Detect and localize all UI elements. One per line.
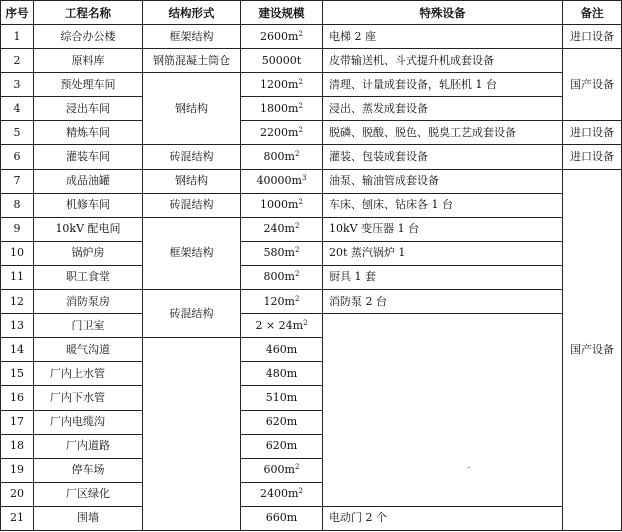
structure-type: 框架结构 bbox=[143, 25, 241, 49]
table-row bbox=[1, 241, 622, 265]
build-scale: $1200m^2$ bbox=[241, 73, 323, 97]
special-equipment: 20t 蒸汽锅炉 1 bbox=[323, 241, 563, 265]
structure-type: 钢结构 bbox=[143, 169, 241, 193]
build-scale: $580m^2$ bbox=[241, 241, 323, 265]
special-equipment: 灌装、包装成套设备 bbox=[323, 145, 563, 169]
project-name: 预处理车间 bbox=[34, 73, 143, 97]
build-scale: 50000t bbox=[241, 49, 323, 73]
header-cell: 序号 bbox=[1, 1, 34, 25]
header-cell: 建设规模 bbox=[241, 1, 323, 25]
build-scale: 660m bbox=[241, 506, 323, 530]
project-name: 10kV 配电间 bbox=[34, 217, 143, 241]
project-name: 厂内电缆沟 bbox=[34, 410, 143, 434]
project-name: 厂区绿化 bbox=[34, 482, 143, 506]
build-scale: 620m bbox=[241, 410, 323, 434]
row-number: 16 bbox=[1, 386, 34, 410]
header-cell: 结构形式 bbox=[143, 1, 241, 25]
header-cell: 工程名称 bbox=[34, 1, 143, 25]
table-row bbox=[1, 506, 622, 530]
project-name: 门卫室 bbox=[34, 314, 143, 338]
project-name: 浸出车间 bbox=[34, 97, 143, 121]
special-equipment: 皮带输送机、斗式提升机成套设备 bbox=[323, 49, 563, 73]
project-name: 厂内道路 bbox=[34, 434, 143, 458]
special-equipment: 浸出、蒸发成套设备 bbox=[323, 97, 563, 121]
project-name: 原料库 bbox=[34, 49, 143, 73]
build-scale: $1800m^2$ bbox=[241, 97, 323, 121]
project-name: 消防泵房 bbox=[34, 290, 143, 314]
row-number: 14 bbox=[1, 338, 34, 362]
table-row bbox=[1, 121, 622, 145]
row-number: 7 bbox=[1, 169, 34, 193]
special-equipment: 厨具 1 套 bbox=[323, 265, 563, 289]
row-number: 21 bbox=[1, 506, 34, 530]
project-name: 停车场 bbox=[34, 458, 143, 482]
project-name: 暖气沟道 bbox=[34, 338, 143, 362]
special-equipment: 清理、计量成套设备，轧胚机 1 台 bbox=[323, 73, 563, 97]
build-scale: $240m^2$ bbox=[241, 217, 323, 241]
row-number: 15 bbox=[1, 362, 34, 386]
project-name: 厂内上水管 bbox=[34, 362, 143, 386]
remark: 国产设备 bbox=[563, 49, 622, 121]
row-number: 8 bbox=[1, 193, 34, 217]
build-scale: $120m^2$ bbox=[241, 290, 323, 314]
special-equipment bbox=[323, 314, 563, 507]
speck-mark bbox=[468, 467, 470, 468]
project-name: 厂内下水管 bbox=[34, 386, 143, 410]
table-row bbox=[1, 49, 622, 73]
structure-type: 钢结构 bbox=[143, 73, 241, 145]
table-row bbox=[1, 314, 622, 338]
structure-type: 钢筋混凝土筒仓 bbox=[143, 49, 241, 73]
remark: 国产设备 bbox=[563, 169, 622, 530]
special-equipment: 电动门 2 个 bbox=[323, 506, 563, 530]
special-equipment: 车床、刨床、钻床各 1 台 bbox=[323, 193, 563, 217]
special-equipment: 10kV 变压器 1 台 bbox=[323, 217, 563, 241]
special-equipment: 油泵、输油管成套设备 bbox=[323, 169, 563, 193]
project-name: 综合办公楼 bbox=[34, 25, 143, 49]
table-row bbox=[1, 25, 622, 49]
row-number: 4 bbox=[1, 97, 34, 121]
remark: 进口设备 bbox=[563, 145, 622, 169]
project-name: 机修车间 bbox=[34, 193, 143, 217]
table-row bbox=[1, 265, 622, 289]
project-name: 围墙 bbox=[34, 506, 143, 530]
header-row bbox=[1, 1, 622, 25]
row-number: 6 bbox=[1, 145, 34, 169]
project-name: 职工食堂 bbox=[34, 265, 143, 289]
row-number: 13 bbox=[1, 314, 34, 338]
structure-type: 砖混结构 bbox=[143, 145, 241, 169]
build-scale: $800m^2$ bbox=[241, 265, 323, 289]
table-row bbox=[1, 145, 622, 169]
special-equipment: 脱磷、脱酸、脱色、脱臭工艺成套设备 bbox=[323, 121, 563, 145]
table-row bbox=[1, 217, 622, 241]
build-scale: 480m bbox=[241, 362, 323, 386]
row-number: 9 bbox=[1, 217, 34, 241]
header-cell: 特殊设备 bbox=[323, 1, 563, 25]
build-scale: $2600m^2$ bbox=[241, 25, 323, 49]
row-number: 12 bbox=[1, 290, 34, 314]
row-number: 17 bbox=[1, 410, 34, 434]
build-scale: $600m^2$ bbox=[241, 458, 323, 482]
row-number: 20 bbox=[1, 482, 34, 506]
row-number: 19 bbox=[1, 458, 34, 482]
build-scale: $40000m^3$ bbox=[241, 169, 323, 193]
structure-type-empty bbox=[143, 338, 241, 531]
row-number: 10 bbox=[1, 241, 34, 265]
build-scale: $2 \times 24m^2$ bbox=[241, 314, 323, 338]
table-row bbox=[1, 193, 622, 217]
build-scale: 460m bbox=[241, 338, 323, 362]
remark: 进口设备 bbox=[563, 25, 622, 49]
table-row bbox=[1, 97, 622, 121]
project-name: 锅炉房 bbox=[34, 241, 143, 265]
row-number: 2 bbox=[1, 49, 34, 73]
build-scale: $2400m^2$ bbox=[241, 482, 323, 506]
row-number: 11 bbox=[1, 265, 34, 289]
structure-type: 框架结构 bbox=[143, 217, 241, 289]
project-name: 成品油罐 bbox=[34, 169, 143, 193]
build-scale: $800m^2$ bbox=[241, 145, 323, 169]
remark: 进口设备 bbox=[563, 121, 622, 145]
row-number: 1 bbox=[1, 25, 34, 49]
table-row bbox=[1, 73, 622, 97]
build-scale: $2200m^2$ bbox=[241, 121, 323, 145]
row-number: 18 bbox=[1, 434, 34, 458]
special-equipment: 电梯 2 座 bbox=[323, 25, 563, 49]
build-scale: 510m bbox=[241, 386, 323, 410]
special-equipment: 消防泵 2 台 bbox=[323, 290, 563, 314]
table-row bbox=[1, 290, 622, 314]
project-name: 灌装车间 bbox=[34, 145, 143, 169]
table-row bbox=[1, 169, 622, 193]
project-name: 精炼车间 bbox=[34, 121, 143, 145]
row-number: 5 bbox=[1, 121, 34, 145]
structure-type: 砖混结构 bbox=[143, 290, 241, 338]
build-scale: 620m bbox=[241, 434, 323, 458]
header-cell: 备注 bbox=[563, 1, 622, 25]
build-scale: $1000m^2$ bbox=[241, 193, 323, 217]
row-number: 3 bbox=[1, 73, 34, 97]
structure-type: 砖混结构 bbox=[143, 193, 241, 217]
